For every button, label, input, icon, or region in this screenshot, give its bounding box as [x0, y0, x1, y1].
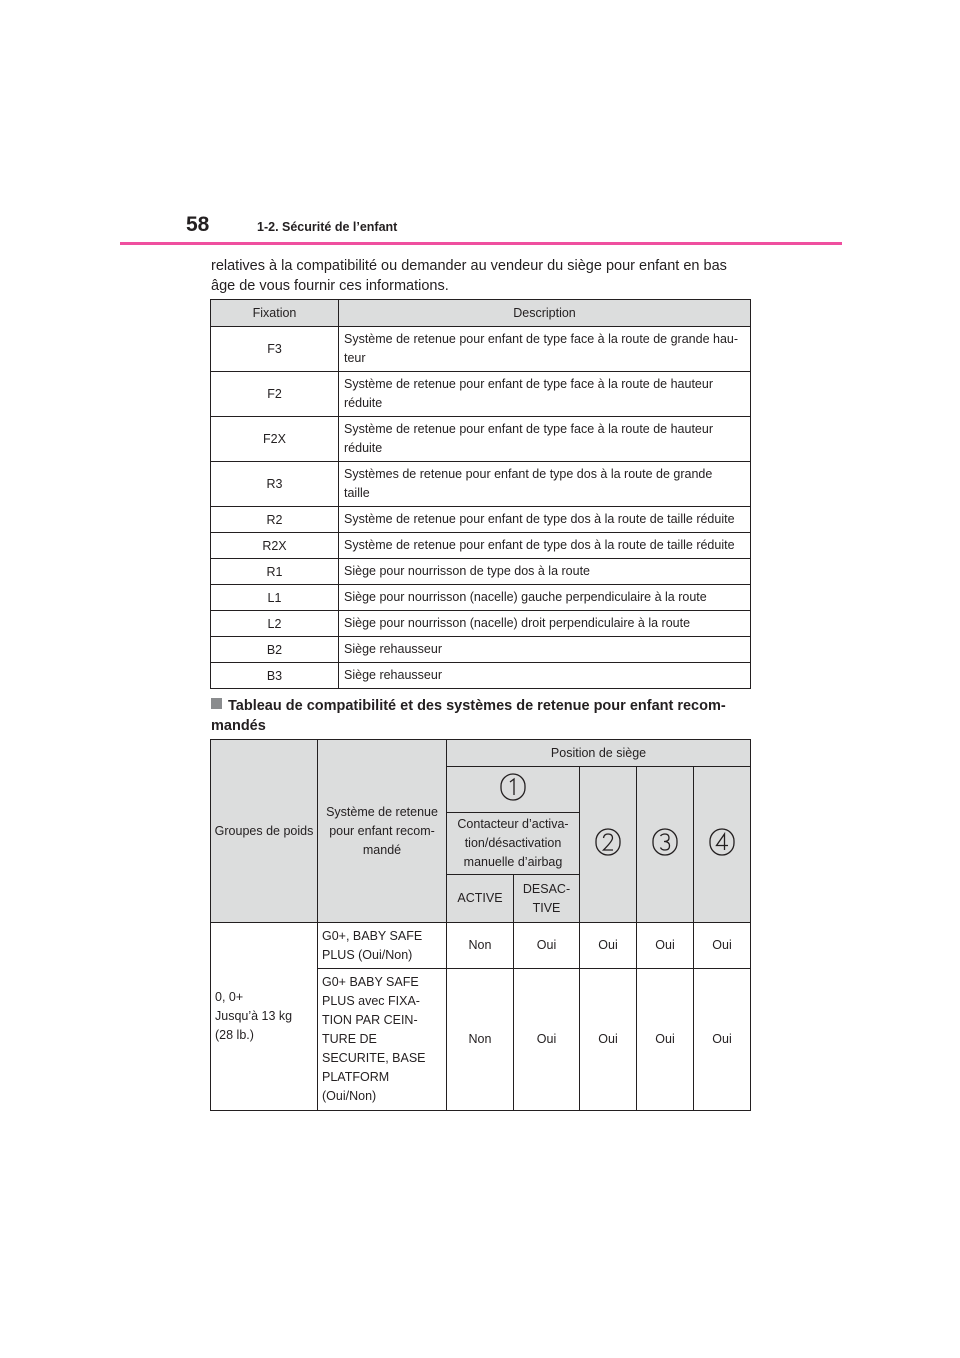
fixation-description: [339, 417, 751, 462]
weight-group-cell: [211, 923, 318, 1111]
sub-heading-line: mandés: [211, 718, 266, 734]
column-header-description: Description: [339, 300, 751, 327]
table-header-row: [211, 740, 751, 767]
seat-2-header: [580, 767, 637, 923]
sub-heading: [211, 696, 751, 736]
fixation-description: [339, 462, 751, 507]
description-line: taille: [344, 486, 370, 500]
intro-line: âge de vous fournir ces informations.: [211, 278, 449, 294]
fixation-code: B3: [211, 663, 339, 689]
fixation-description: [339, 372, 751, 417]
table-row: [211, 533, 751, 559]
header-line: pour enfant recom-: [329, 823, 435, 838]
fixation-description: [339, 327, 751, 372]
fixation-code: F3: [211, 327, 339, 372]
square-bullet-icon: [211, 698, 222, 709]
fixation-table: [210, 299, 751, 689]
cell-line: (28 lb.): [215, 1028, 254, 1042]
desactive-header: [514, 875, 580, 923]
table-row: [211, 417, 751, 462]
header-rule: [120, 242, 842, 245]
section-title: 1-2. Sécurité de l’enfant: [257, 220, 398, 234]
fixation-code: L1: [211, 585, 339, 611]
cell-line: TURE DE: [322, 1032, 377, 1046]
cell-line: G0+ BABY SAFE: [322, 975, 419, 989]
fixation-description: Système de retenue pour enfant de type dos à la route de taille réduite: [339, 507, 751, 533]
header-line: DESAC-: [522, 881, 571, 896]
table-row: [211, 663, 751, 689]
compat-value-cell: Oui: [514, 969, 580, 1111]
compat-value-cell: Non: [447, 969, 514, 1111]
restraint-system-cell: [318, 969, 447, 1111]
seat-2-icon: [595, 828, 621, 856]
table-row: [211, 923, 751, 969]
column-header-weight-group: Groupes de poids: [211, 740, 318, 923]
cell-line: Jusqu’à 13 kg: [215, 1009, 293, 1023]
cell-line: SECURITE, BASE: [322, 1051, 426, 1065]
table-row: [211, 327, 751, 372]
seat-3-icon: [652, 828, 678, 856]
fixation-code: F2: [211, 372, 339, 417]
header-line: Système de retenue: [326, 804, 438, 819]
description-line: Systèmes de retenue pour enfant de type dos à la route de grande: [344, 467, 713, 481]
cell-line: 0, 0+: [215, 990, 244, 1004]
table-row: [211, 585, 751, 611]
fixation-description: Siège rehausseur: [339, 663, 751, 689]
compat-value-cell: Oui: [637, 969, 694, 1111]
fixation-code: R2X: [211, 533, 339, 559]
intro-paragraph: [211, 256, 751, 296]
fixation-description: Siège pour nourrisson (nacelle) droit perpendiculaire à la route: [339, 611, 751, 637]
table-header-row: [211, 300, 751, 327]
compat-value-cell: Oui: [694, 923, 751, 969]
cell-line: PLUS (Oui/Non): [322, 947, 413, 962]
fixation-code: R2: [211, 507, 339, 533]
fixation-description: Siège pour nourrisson de type dos à la route: [339, 559, 751, 585]
header-line: Contacteur d’activa-: [457, 817, 569, 831]
compat-value-cell: Oui: [580, 923, 637, 969]
fixation-code: B2: [211, 637, 339, 663]
compat-value-cell: Non: [447, 923, 514, 969]
airbag-switch-header: [447, 813, 580, 875]
compatibility-table: [210, 739, 751, 1111]
cell-line: (Oui/Non): [322, 1089, 377, 1103]
seat-1-header: [447, 767, 580, 813]
table-row: [211, 507, 751, 533]
fixation-code: F2X: [211, 417, 339, 462]
header-line: manuelle d’airbag: [463, 855, 563, 869]
cell-line: TION PAR CEIN-: [322, 1013, 418, 1027]
header-line: mandé: [362, 842, 402, 857]
description-line: teur: [344, 351, 366, 365]
table-row: [211, 372, 751, 417]
fixation-code: R3: [211, 462, 339, 507]
column-header-fixation: Fixation: [211, 300, 339, 327]
fixation-code: R1: [211, 559, 339, 585]
fixation-code: L2: [211, 611, 339, 637]
seat-4-icon: [709, 828, 735, 856]
active-header: ACTIVE: [447, 875, 514, 923]
sub-heading-line: Tableau de compatibilité et des systèmes de retenue pour enfant recom-: [228, 698, 726, 714]
description-line: réduite: [344, 396, 383, 410]
restraint-system-cell: [318, 923, 447, 969]
table-row: [211, 611, 751, 637]
fixation-description: Siège rehausseur: [339, 637, 751, 663]
fixation-description: Siège pour nourrisson (nacelle) gauche perpendiculaire à la route: [339, 585, 751, 611]
seat-1-icon: [500, 773, 526, 801]
compat-value-cell: Oui: [580, 969, 637, 1111]
compat-value-cell: Oui: [514, 923, 580, 969]
table-row: [211, 559, 751, 585]
cell-line: PLATFORM: [322, 1070, 390, 1084]
table-row: [211, 462, 751, 507]
compat-value-cell: Oui: [694, 969, 751, 1111]
table-row: [211, 637, 751, 663]
header-line: tion/désactivation: [464, 836, 562, 850]
description-line: Système de retenue pour enfant de type face à la route de grande hau-: [344, 332, 739, 346]
header-line: TIVE: [532, 900, 561, 915]
intro-line: relatives à la compatibilité ou demander au vendeur du siège pour enfant en bas: [211, 258, 727, 274]
cell-line: G0+, BABY SAFE: [322, 928, 423, 943]
description-line: Système de retenue pour enfant de type face à la route de hauteur: [344, 422, 714, 436]
description-line: réduite: [344, 441, 383, 455]
column-header-restraint-system: [318, 740, 447, 923]
compat-value-cell: Oui: [637, 923, 694, 969]
cell-line: PLUS avec FIXA-: [322, 994, 420, 1008]
seat-3-header: [637, 767, 694, 923]
column-header-seat-position: Position de siège: [447, 740, 751, 767]
seat-4-header: [694, 767, 751, 923]
description-line: Système de retenue pour enfant de type face à la route de hauteur: [344, 377, 714, 391]
page-number: 58: [186, 213, 210, 236]
fixation-description: Système de retenue pour enfant de type dos à la route de taille réduite: [339, 533, 751, 559]
